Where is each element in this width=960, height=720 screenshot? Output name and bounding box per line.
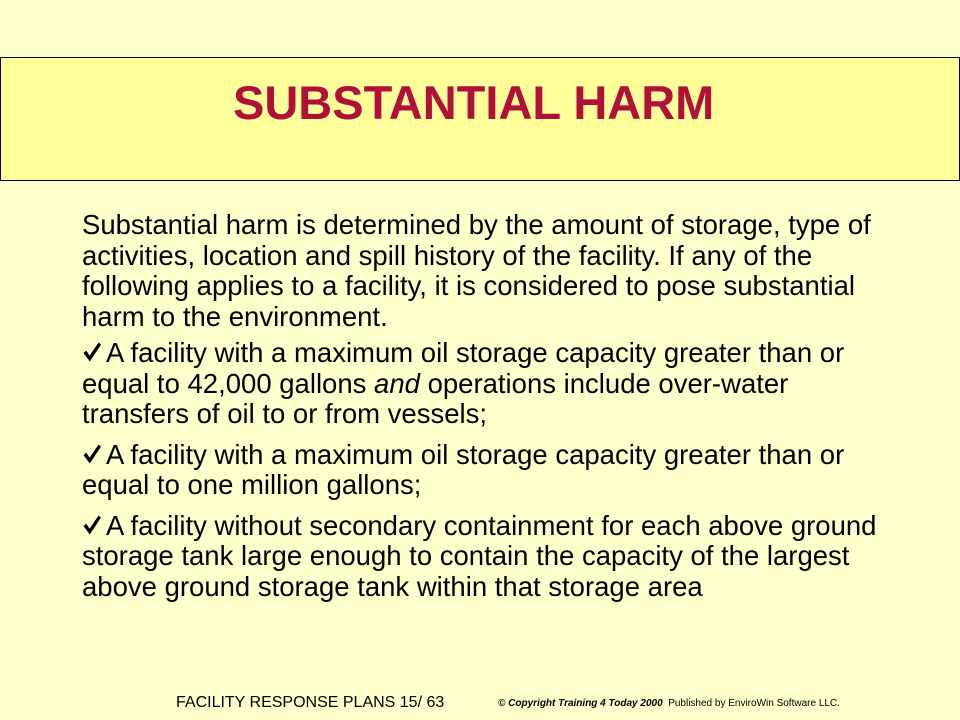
- checkmark-icon: [82, 442, 102, 466]
- footer-publisher: Published by EnviroWin Software LLC.: [668, 698, 840, 709]
- list-item-text: A facility with a maximum oil storage capacity greater than or equal to one million gallons;: [82, 438, 845, 500]
- list-item: [82, 440, 882, 501]
- footer-course: FACILITY RESPONSE PLANS 15/ 63: [176, 694, 445, 711]
- list-item: [82, 338, 882, 430]
- footer-copyright: © Copyright Training 4 Today 2000: [498, 698, 663, 709]
- title-box: [0, 57, 960, 181]
- list-item-text: A facility without secondary containment for each above ground storage tank large enough to contain the capacity of the largest above ground storage tank within that storage area: [82, 509, 877, 602]
- slide-body: [82, 210, 882, 612]
- list-item: [82, 511, 882, 603]
- list-item-text-end: operations include over-water transfers of oil to or from vessels;: [82, 367, 789, 429]
- list-item-emphasis: and: [374, 367, 420, 399]
- list-item-text-start: A facility with a maximum oil storage capacity greater than or equal to 42,000 gallons: [82, 337, 845, 399]
- footer-credits: [498, 698, 840, 710]
- slide-title: SUBSTANTIAL HARM: [233, 76, 715, 129]
- checkmark-icon: [82, 340, 102, 364]
- intro-paragraph: Substantial harm is determined by the amount of storage, type of activities, location and spill history of the facility. If any of the following applies to a facility, it is considered to pose substantial harm to the environment.: [82, 209, 871, 332]
- checkmark-icon: [82, 513, 102, 537]
